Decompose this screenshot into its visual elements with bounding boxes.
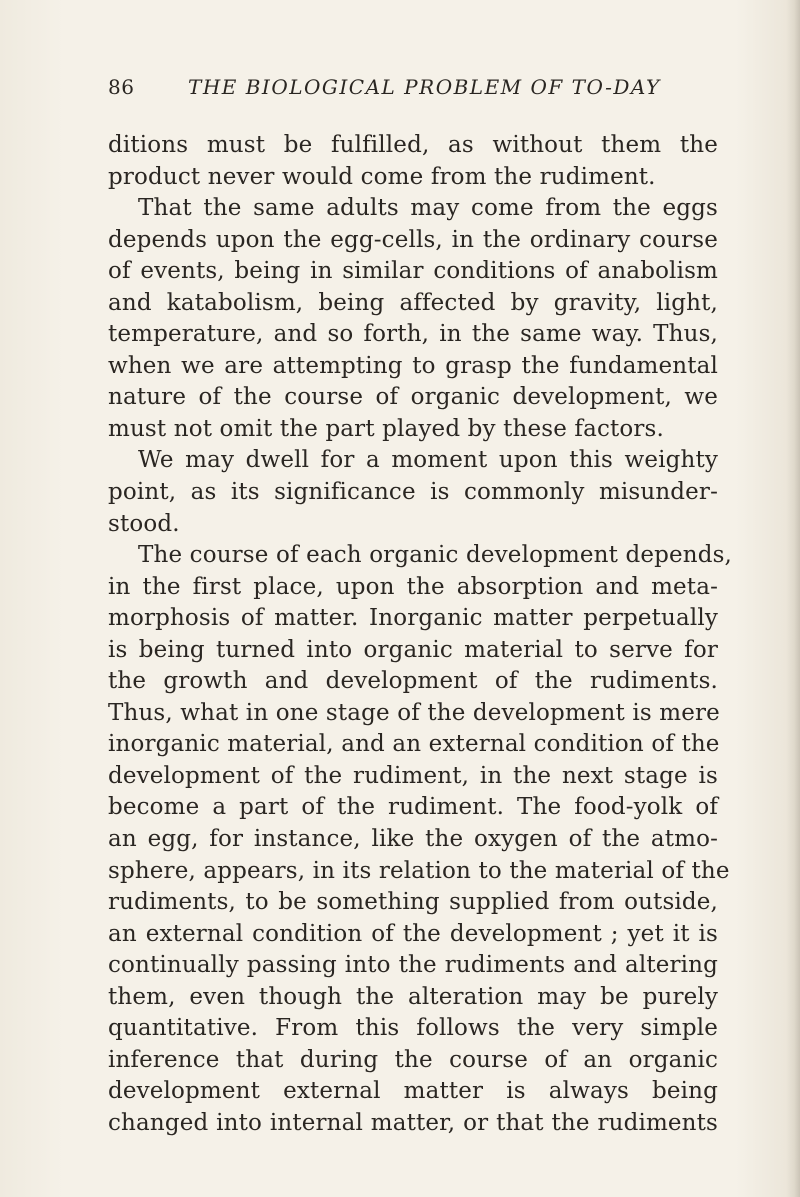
text-line: must not omit the part played by these factors. [108,415,664,442]
text-line: Thus, what in one stage of the development is mere [108,699,720,726]
text-line: The course of each organic development depends, [138,542,732,569]
text-line: development external matter is always being [108,1078,718,1105]
running-head: THE BIOLOGICAL PROBLEM OF TO-DAY [188,75,661,99]
text-line: product never would come from the rudiment. [108,163,656,190]
page-header [108,72,708,102]
text-line: the growth and development of the rudiments. [108,668,718,695]
text-line: stood. [108,510,180,537]
text-line: temperature, and so forth, in the same way. Thus, [108,321,718,348]
text-line: continually passing into the rudiments and altering [108,952,718,979]
text-line: We may dwell for a moment upon this weighty [138,447,718,474]
text-line: That the same adults may come from the eggs [138,195,718,222]
text-line: in the first place, upon the absorption and meta- [108,573,718,600]
text-line: inference that during the course of an organic [108,1046,718,1073]
text-line: them, even though the alteration may be purely [108,983,718,1010]
text-line: changed into internal matter, or that the rudiments [108,1109,718,1136]
text-line: quantitative. From this follows the very simple [108,1015,718,1042]
text-line: become a part of the rudiment. The food-yolk of [108,794,718,821]
text-line: and katabolism, being affected by gravity, light, [108,289,718,316]
text-line: when we are attempting to grasp the fundamental [108,352,718,379]
text-line: inorganic material, and an external condition of the [108,731,720,758]
text-line: rudiments, to be something supplied from outside, [108,889,718,916]
text-line: an external condition of the development ; yet it is [108,920,718,947]
page-edge-shadow [786,0,800,1197]
text-line: morphosis of matter. Inorganic matter perpetually [108,605,718,632]
text-line: is being turned into organic material to serve for [108,636,718,663]
text-line: point, as its significance is commonly misunder- [108,479,718,506]
text-line: an egg, for instance, like the oxygen of the atmo- [108,826,718,853]
text-line: depends upon the egg-cells, in the ordinary course [108,226,718,253]
text-line: nature of the course of organic development, we [108,384,718,411]
page-number: 86 [108,75,135,99]
text-line: of events, being in similar conditions of anabolism [108,258,718,285]
text-line: sphere, appears, in its relation to the material of the [108,857,730,884]
body-text [108,130,732,1140]
text-line: ditions must be fulfilled, as without them the [108,132,718,158]
text-line: development of the rudiment, in the next stage is [108,762,718,789]
